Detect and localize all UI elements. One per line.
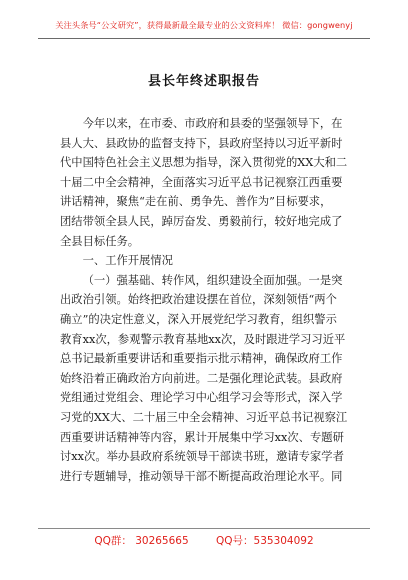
body-line: 全县目标任务。 [60, 234, 140, 248]
qq-group-text: QQ群： 30265665 [94, 535, 189, 547]
footer-contact [0, 533, 408, 548]
body-line: 习党的XX大、二十届三中全会精神、习近平总书记视察江 [60, 410, 348, 424]
body-line: 西重要讲话精神等内容，累计开展集中学习xx次、专题研 [60, 430, 344, 444]
qq-number-text: QQ号：535304092 [216, 535, 314, 547]
body-line: 出政治引领。始终把政治建设摆在首位，深刻领悟“两个 [60, 293, 337, 307]
section-heading-text: 一、工作开展情况 [82, 254, 173, 268]
body-line: 始终沿着正确政治方向前进。二是强化理论武装。县政府 [60, 371, 343, 385]
body-line: 确立”的决定性意义，深入开展党纪学习教育，组织警示 [60, 312, 337, 326]
body-line: 十届二中全会精神，全面落实习近平总书记视察江西重要 [60, 175, 343, 189]
header-promo-text: 关注头条号“公文研究”，获得最新最全最专业的公文资料库！ 微信：gongwenyj [55, 20, 353, 30]
body-line: 讨xx次。举办县政府系统领导干部读书班，邀请专家学者 [60, 450, 344, 464]
paragraph-section-1 [60, 271, 348, 291]
section-heading [60, 251, 348, 271]
paragraph-intro-cont [60, 134, 348, 252]
body-line: 团结带领全县人民，踔厉奋发、勇毅前行，较好地完成了 [60, 214, 343, 228]
body-line: 讲话精神，聚焦“走在前、勇争先、善作为”目标要求， [60, 195, 332, 209]
body-line: 今年以来，在市委、市政府和县委的坚强领导下，在 [82, 117, 343, 130]
body-line: 进行专题辅导，推动领导干部不断提高政治理论水平。同 [60, 469, 343, 483]
body-line: 县人大、县政协的监督支持下，县政府坚持以习近平新时 [60, 136, 343, 150]
body-line: （一）强基础、转作风，组织建设全面加强。一是突 [82, 273, 343, 287]
body-line: 教育xx次，参观警示教育基地xx次，及时跟进学习习近平 [60, 332, 346, 346]
footer-divider [38, 528, 370, 529]
body-line: 党组通过党组会、理论学习中心组学习会等形式，深入学 [60, 391, 343, 405]
body-line: 总书记最新重要讲话和重要指示批示精神，确保政府工作 [60, 352, 343, 366]
body-line: 代中国特色社会主义思想为指导，深入贯彻党的XX大和二 [60, 156, 348, 170]
document-title: 县长年终述职报告 [147, 74, 260, 89]
paragraph-section-1-cont [60, 290, 348, 486]
paragraph-intro [60, 114, 348, 134]
header-divider [38, 38, 370, 39]
document-body [60, 114, 348, 486]
